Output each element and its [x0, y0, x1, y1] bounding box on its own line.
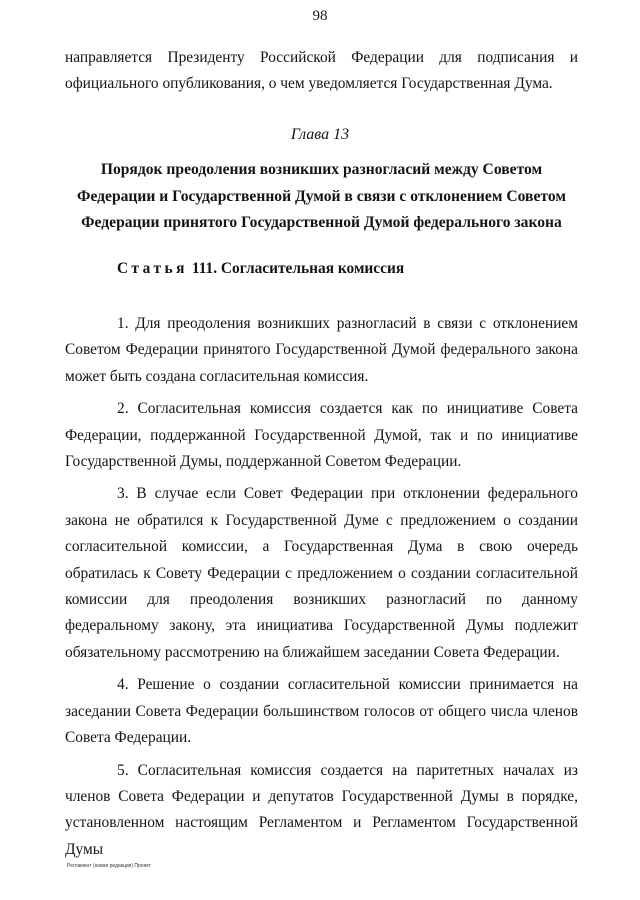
- article-prefix: Статья: [117, 260, 188, 277]
- footer-note: Регламент (новая редакция) Проект: [67, 863, 151, 869]
- paragraph-3: 3. В случае если Совет Федерации при отклонении федерального закона не обратился к Государственной Думе с предложением о создании согласительной комиссии, а Государственная Дума в свою очередь обратилась к Совету Федерации с предложением о создании согласительной комиссии для преодоления возникших разногласий по данному федеральному закону, эта инициатива Государственной Думы подлежит обязательному рассмотрению на ближайшем заседании Совета Федерации.: [65, 485, 578, 661]
- article-title: 111. Согласительная комиссия: [191, 260, 405, 277]
- article-heading: [117, 260, 404, 278]
- continuation-text: [65, 45, 578, 98]
- chapter-title: Порядок преодоления возникших разногласий между Советом Федерации и Государственной Думой в связи с отклонением Советом Федерации принятого Государственной Думой федерального закона: [77, 161, 566, 231]
- paragraph-4: 4. Решение о создании согласительной комиссии принимается на заседании Совета Федерации большинством голосов от общего числа членов Совета Федерации.: [65, 676, 578, 747]
- paragraph-1: 1. Для преодоления возникших разногласий в связи с отклонением Советом Федерации принятого Государственной Думой федерального закона может быть создана согласительная комиссия.: [65, 315, 578, 385]
- chapter-label: Глава 13: [290, 126, 350, 143]
- continuation-paragraph: направляется Президенту Российской Федерации для подписания и официального опубликования, о чем уведомляется Государственная Дума.: [65, 49, 578, 93]
- paragraph-2: 2. Согласительная комиссия создается как по инициативе Совета Федерации, поддержанной Государственной Думой, так и по инициативе Государственной Думы, поддержанной Советом Федерации.: [65, 400, 578, 471]
- paragraph-5: 5. Согласительная комиссия создается на паритетных началах из членов Совета Федерации и депутатов Государственной Думы в порядке, установленном настоящим Регламентом и Регламентом Государственной Думы: [65, 761, 578, 858]
- article-body: [65, 311, 578, 869]
- page-number: 98: [312, 8, 328, 24]
